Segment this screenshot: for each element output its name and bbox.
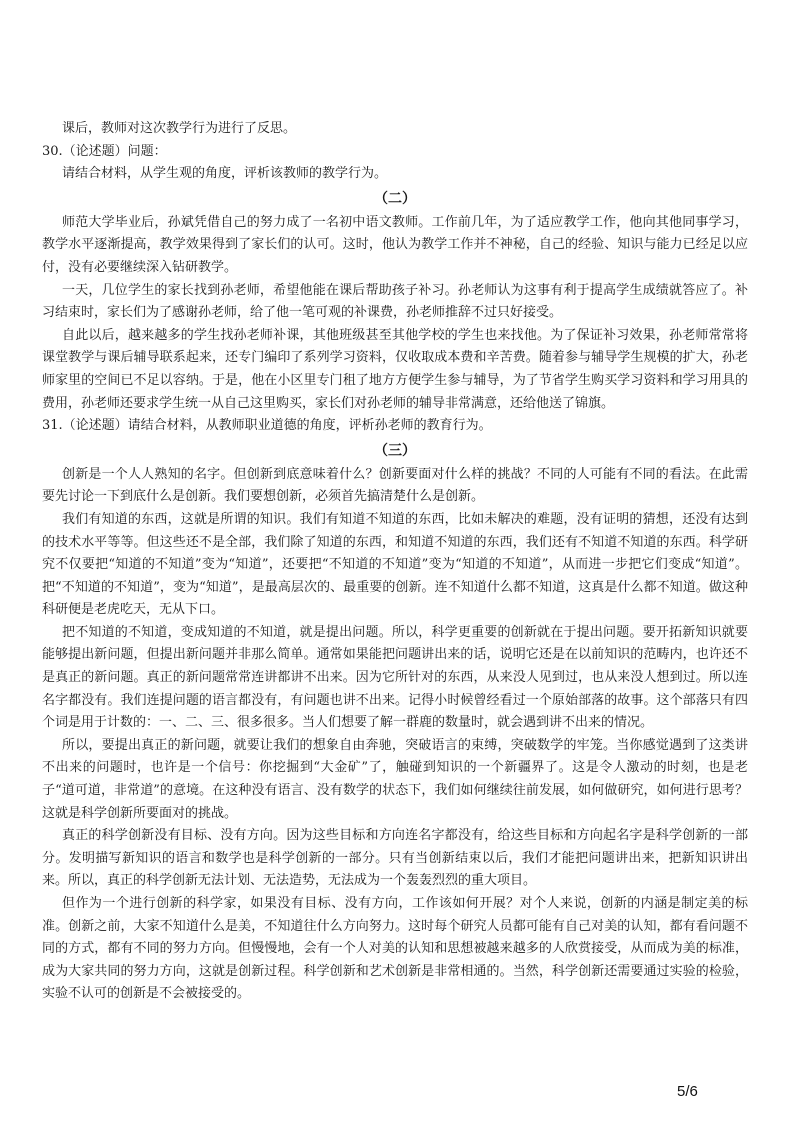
section-3-paragraph: 创新是一个人人熟知的名字。但创新到底意味着什么？创新要面对什么样的挑战？不同的人可能有不同的看法。在此需要先讨论一下到底什么是创新。我们要想创新，必须首先搞清楚什么是创新。 bbox=[42, 466, 748, 505]
section-3-paragraph: 所以，要提出真正的新问题，就要让我们的想象自由奔驰，突破语言的束缚，突破数学的牢笼。当你感觉遇到了这类讲不出来的问题时，也许是一个信号：你挖掘到“大金矿”了，触碰到知识的一个新疆界了。这是令人激动的时刻，也是老子“道可道，非常道”的意境。在这种没有语言、没有数学的状态下，我们如何继续往前发展，如何做研究，如何进行思考？这就是科学创新所要面对的挑战。 bbox=[42, 737, 748, 821]
section-3-paragraph: 真正的科学创新没有目标、没有方向。因为这些目标和方向连名字都没有，给这些目标和方向起名字是科学创新的一部分。发明描写新知识的语言和数学也是科学创新的一部分。只有当创新结束以后，我们才能把问题讲出来，把新知识讲出来。所以，真正的科学创新无法计划、无法造势，无法成为一个轰轰烈烈的重大项目。 bbox=[42, 828, 748, 889]
question-31: 31.（论述题）请结合材料，从教师职业道德的角度，评析孙老师的教育行为。 bbox=[42, 418, 492, 434]
page-number: 5/6 bbox=[677, 1083, 698, 1100]
intro-line: 课后，教师对这次教学行为进行了反思。 bbox=[62, 121, 297, 136]
question-30-label: 30.（论述题）问题： bbox=[42, 143, 167, 159]
question-30-text: 请结合材料，从学生观的角度，评析该教师的教学行为。 bbox=[62, 166, 388, 182]
section-2-paragraph: 自此以后，越来越多的学生找孙老师补课，其他班级甚至其他学校的学生也来找他。为了保证补习效果，孙老师常常将课堂教学与课后辅导联系起来，还专门编印了系列学习资料，仅收取成本费和辛苦费。随着参与辅导学生规模的扩大，孙老师家里的空间已不足以容纳。于是，他在小区里专门租了地方方便学生参与辅导，为了节省学生购买学习资料和学习用具的费用，孙老师还要求学生统一从自己这里购买，家长们对孙老师的辅导非常满意，还给他送了锦旗。 bbox=[42, 327, 748, 411]
section-3-paragraph: 我们有知道的东西，这就是所谓的知识。我们有知道不知道的东西，比如未解决的难题，没有证明的猜想，还没有达到的技术水平等等。但这些还不是全部，我们除了知道的东西，和知道不知道的东西，我们还有不知道不知道的东西。科学研究不仅要把“知道的不知道”变为“知道”，还要把“不知道的不知道”变为“知道的不知道”，从而进一步把它们变成“知道”。把“不知道的不知道”，变为“知道”，是最高层次的、最重要的创新。连不知道什么都不知道，这真是什么都不知道。做这种科研便是老虎吃天，无从下口。 bbox=[42, 511, 748, 618]
section-3-paragraph: 但作为一个进行创新的科学家，如果没有目标、没有方向，工作该如何开展？对个人来说，创新的内涵是制定美的标准。创新之前，大家不知道什么是美，不知道往什么方向努力。这时每个研究人员都可能有自己对美的认知，都有看问题不同的方式，都有不同的努力方向。但慢慢地，会有一个人对美的认知和思想被越来越多的人欣赏接受，从而成为美的标准，成为大家共同的努力方向，这就是创新过程。科学创新和艺术创新是非常相通的。当然，科学创新还需要通过实验的检验，实验不认可的创新是不会被接受的。 bbox=[42, 896, 748, 1002]
page-content bbox=[42, 118, 748, 1006]
section-3-paragraph: 把不知道的不知道，变成知道的不知道，就是提出问题。所以，科学更重要的创新就在于提出问题。要开拓新知识就要能够提出新问题，但提出新问题并非那么简单。通常如果能把问题讲出来的话，说明它还是在以前知识的范畴内，也许还不是真正的新问题。真正的新问题常常连讲都讲不出来。因为它所针对的东西，从来没人见到过，也从来没人想到过。所以连名字都没有。我们连提问题的语言都没有，有问题也讲不出来。记得小时候曾经看过一个原始部落的故事。这个部落只有四个词是用于计数的：一、二、三、很多很多。当人们想要了解一群鹿的数量时，就会遇到讲不出来的情况。 bbox=[42, 624, 748, 731]
section-2-paragraph: 一天，几位学生的家长找到孙老师，希望他能在课后帮助孩子补习。孙老师认为这事有利于提高学生成绩就答应了。补习结束时，家长们为了感谢孙老师，给了他一笔可观的补课费，孙老师推辞不过只好接受。 bbox=[42, 282, 748, 321]
section-2-title: （二） bbox=[374, 190, 416, 207]
section-2-paragraph: 师范大学毕业后，孙斌凭借自己的努力成了一名初中语文教师。工作前几年，为了适应教学工作，他向其他同事学习，教学水平逐渐提高，教学效果得到了家长们的认可。这时，他认为教学工作并不神秘，自己的经验、知识与能力已经足以应付，没有必要继续深入钻研教学。 bbox=[42, 214, 748, 275]
section-3-title: （三） bbox=[374, 442, 416, 459]
